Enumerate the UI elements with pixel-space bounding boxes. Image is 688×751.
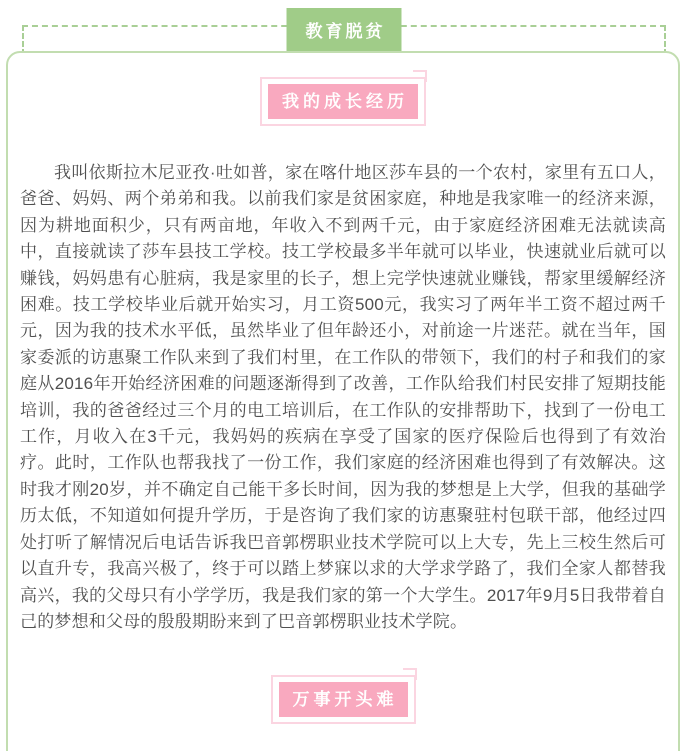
article-paragraph: 我叫依斯拉木尼亚孜·吐如普，家在喀什地区莎车县的一个农村，家里有五口人，爸爸、妈妈、两个弟弟和我。以前我们家是贫困家庭，种地是我家唯一的经济来源，因为耕地面积少，只有两亩地，年收入不到两千元，由于家庭经济困难无法就读高中，直接就读了莎车县技工学校。技工学校最多半年就可以毕业，快速就业后就可以赚钱，妈妈患有心脏病，我是家里的长子，想上完学快速就业赚钱，帮家里缓解经济困难。技工学校毕业后就开始实习，月工资500元，我实习了两年半工资不超过两千元，因为我的技术水平低，虽然毕业了但年龄还小，对前途一片迷茫。就在当年，国家委派的访惠聚工作队来到了我们村里，在工作队的带领下，我们的村子和我们的家庭从2016年开始经济困难的问题逐渐得到了改善，工作队给我们村民安排了短期技能培训，我的爸爸经过三个月的电工培训后，在工作队的安排帮助下，找到了一份电工工作，月收入在3千元，我妈妈的疾病在享受了国家的医疗保险后也得到了有效治疗。此时，工作队也帮我找了一份工作，我们家庭的经济困难也得到了有效解决。这时我才刚20岁，并不确定自己能干多长时间，因为我的梦想是上大学，但我的基础学历太低，不知道如何提升学历，于是咨询了我们家的访惠聚驻村包联干部，他经过四处打听了解情况后电话告诉我巴音郭楞职业技术学院可以上大专，先上三校生然后可以直升专，我高兴极了，终于可以踏上梦寐以求的大学求学路了，我们全家人都替我高兴，我的父母只有小学学历，我是我们家的第一个大学生。2017年9月5日我带着自己的梦想和父母的殷殷期盼来到了巴音郭楞职业技术学院。 xyxy=(20,163,666,631)
section-title-growth-label: 我的成长经历 xyxy=(268,84,418,119)
frame-corner-decoration xyxy=(403,668,417,680)
frame-corner-decoration xyxy=(413,70,427,82)
pink-title-frame xyxy=(260,77,426,126)
section-title-beginning-label: 万事开头难 xyxy=(279,682,408,717)
header-category-badge: 教育脱贫 xyxy=(287,8,402,51)
section-title-growth xyxy=(20,77,666,126)
content-card xyxy=(6,51,680,751)
pink-title-frame xyxy=(271,675,416,724)
section-title-beginning xyxy=(20,675,666,724)
